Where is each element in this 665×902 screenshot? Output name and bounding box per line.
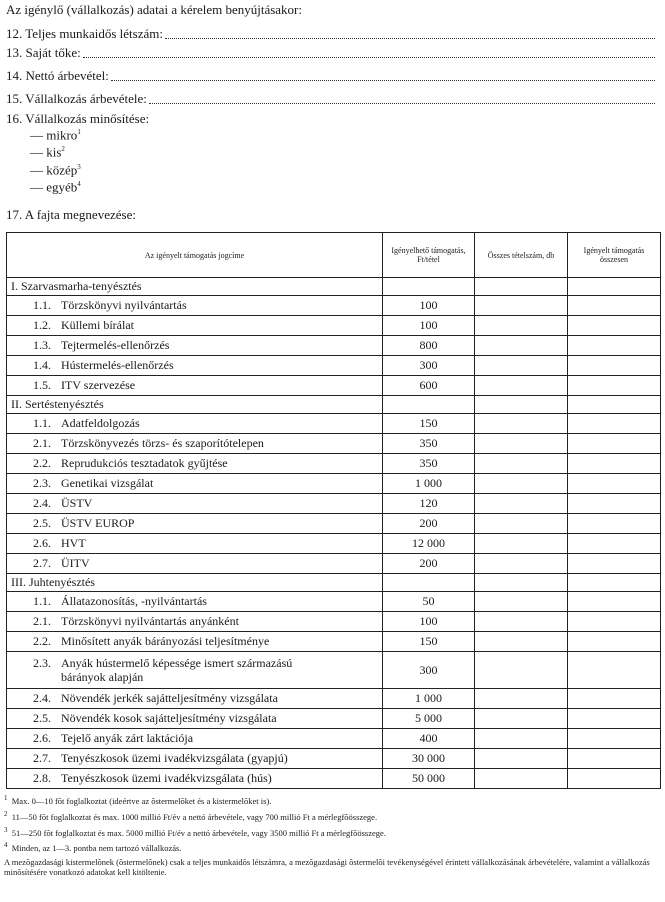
table-row [7, 434, 661, 454]
item-number: 2.4. [33, 496, 51, 510]
item-number: 2.5. [33, 516, 51, 530]
unit-amount-cell: 120 [383, 494, 475, 514]
support-title-cell [7, 454, 383, 474]
empty-cell [383, 574, 475, 592]
empty-cell [475, 278, 568, 296]
item-number: 1.2. [33, 318, 51, 332]
count-input-cell[interactable] [475, 612, 568, 632]
count-input-cell[interactable] [475, 474, 568, 494]
field-equity[interactable] [6, 45, 657, 61]
unit-amount-cell: 1 000 [383, 474, 475, 494]
support-title-cell [7, 632, 383, 652]
count-input-cell[interactable] [475, 514, 568, 534]
support-title-cell [7, 376, 383, 396]
applicant-header: Az igénylő (vállalkozás) adatai a kérelem benyújtásakor: [6, 2, 302, 17]
table-row [7, 474, 661, 494]
item-title: HVT [61, 536, 86, 550]
support-title-cell [7, 434, 383, 454]
total-input-cell[interactable] [568, 514, 661, 534]
section-title: I. Szarvasmarha-tenyésztés [7, 278, 383, 296]
dotted-input-line[interactable] [149, 91, 655, 104]
dotted-input-line[interactable] [111, 68, 655, 81]
unit-amount-cell: 400 [383, 729, 475, 749]
q17-label: 17. A fajta megnevezése: [6, 207, 136, 222]
count-input-cell[interactable] [475, 454, 568, 474]
footnote-3: $^3$ 51—250 fõt foglalkoztat és max. 5000 millió Ft/év a nettó árbevétele, vagy 3500 millió Ft a mérlegfõösszege. [4, 825, 386, 838]
total-input-cell[interactable] [568, 729, 661, 749]
support-title-cell [7, 336, 383, 356]
support-title-cell [7, 749, 383, 769]
item-title: Törzskönyvezés törzs- és szaporítótelepen [61, 436, 264, 450]
table-row [7, 709, 661, 729]
table-row [7, 632, 661, 652]
count-input-cell[interactable] [475, 689, 568, 709]
size-option-egyeb[interactable]: — egyéb$^4$ [30, 179, 81, 195]
empty-cell [383, 396, 475, 414]
size-option-kis[interactable]: — kis$^2$ [30, 144, 65, 160]
count-input-cell[interactable] [475, 414, 568, 434]
unit-amount-cell: 800 [383, 336, 475, 356]
unit-amount-cell: 150 [383, 414, 475, 434]
field-company-revenue[interactable] [6, 91, 657, 107]
support-title-cell [7, 612, 383, 632]
support-title-cell [7, 729, 383, 749]
item-title: Adatfeldolgozás [61, 416, 140, 430]
item-title: Küllemi bírálat [61, 318, 134, 332]
unit-amount-cell: 30 000 [383, 749, 475, 769]
section-row [7, 278, 661, 296]
total-input-cell[interactable] [568, 474, 661, 494]
section-row [7, 574, 661, 592]
col-header-count: Összes tételszám, db [475, 233, 568, 278]
unit-amount-cell: 100 [383, 296, 475, 316]
item-title: Tejtermelés-ellenőrzés [61, 338, 170, 352]
size-option-mikro[interactable]: — mikro$^1$ [30, 127, 81, 143]
unit-amount-cell: 50 [383, 592, 475, 612]
count-input-cell[interactable] [475, 554, 568, 574]
support-title-cell [7, 296, 383, 316]
unit-amount-cell: 300 [383, 652, 475, 689]
empty-cell [383, 278, 475, 296]
item-title: Reprudukciós tesztadatok gyűjtése [61, 456, 228, 470]
support-title-cell [7, 689, 383, 709]
dotted-input-line[interactable] [83, 45, 655, 58]
table-row [7, 769, 661, 789]
support-title-cell [7, 709, 383, 729]
item-title: Tejelő anyák zárt laktációja [61, 731, 194, 745]
unit-amount-cell: 5 000 [383, 709, 475, 729]
footnote-4: $^4$ Minden, az 1—3. pontba nem tartozó vállalkozás. [4, 841, 182, 854]
total-input-cell[interactable] [568, 454, 661, 474]
item-title: Genetikai vizsgálat [61, 476, 154, 490]
table-row [7, 652, 661, 689]
total-input-cell[interactable] [568, 376, 661, 396]
item-number: 2.4. [33, 691, 51, 705]
item-number: 2.7. [33, 556, 51, 570]
item-number: 2.6. [33, 731, 51, 745]
footnotes [4, 792, 662, 877]
support-title-cell [7, 494, 383, 514]
col-header-total: Igényelt támogatás összesen [568, 233, 661, 278]
footnote-1: $^1$ Max. 0—10 fõt foglalkoztat (ideértve az õstermelõket és a kistermelõket is). [4, 794, 272, 806]
item-number: 1.1. [33, 594, 51, 608]
unit-amount-cell: 100 [383, 316, 475, 336]
count-input-cell[interactable] [475, 729, 568, 749]
unit-amount-cell: 50 000 [383, 769, 475, 789]
item-title: ITV szervezése [61, 378, 136, 392]
support-title-cell [7, 474, 383, 494]
count-input-cell[interactable] [475, 376, 568, 396]
unit-amount-cell: 1 000 [383, 689, 475, 709]
table-row [7, 729, 661, 749]
item-title: Növendék jerkék sajátteljesítmény vizsgálata [61, 691, 278, 705]
count-input-cell[interactable] [475, 434, 568, 454]
table-row [7, 316, 661, 336]
total-input-cell[interactable] [568, 296, 661, 316]
size-option-kozep[interactable]: — közép$^3$ [30, 161, 81, 177]
col-header-unit-amount: Igényelhető támogatás, Ft/tétel [383, 233, 475, 278]
q16-label: 16. Vállalkozás minősítése: [6, 111, 150, 126]
total-input-cell[interactable] [568, 434, 661, 454]
support-title-cell [7, 414, 383, 434]
item-title: Állatazonosítás, -nyilvántartás [61, 594, 207, 608]
table-row [7, 749, 661, 769]
unit-amount-cell: 12 000 [383, 534, 475, 554]
section-title: II. Sertéstenyésztés [7, 396, 383, 414]
count-input-cell[interactable] [475, 494, 568, 514]
total-input-cell[interactable] [568, 316, 661, 336]
item-number: 2.6. [33, 536, 51, 550]
item-title: Növendék kosok sajátteljesítmény vizsgálata [61, 711, 277, 725]
table-row [7, 454, 661, 474]
count-input-cell[interactable] [475, 356, 568, 376]
support-title-cell [7, 554, 383, 574]
unit-amount-cell: 350 [383, 454, 475, 474]
support-title-cell [7, 534, 383, 554]
item-number: 2.2. [33, 634, 51, 648]
total-input-cell[interactable] [568, 749, 661, 769]
item-number: 2.5. [33, 711, 51, 725]
table-row [7, 534, 661, 554]
item-number: 2.1. [33, 614, 51, 628]
field-label: 13. Saját tőke: [6, 45, 81, 60]
unit-amount-cell: 350 [383, 434, 475, 454]
table-row [7, 376, 661, 396]
unit-amount-cell: 100 [383, 612, 475, 632]
item-title: Törzskönyvi nyilvántartás [61, 298, 187, 312]
item-title: Tenyészkosok üzemi ivadékvizsgálata (gyapjú) [61, 751, 288, 765]
unit-amount-cell: 600 [383, 376, 475, 396]
count-input-cell[interactable] [475, 336, 568, 356]
support-title-cell [7, 652, 383, 689]
section-title: III. Juhtenyésztés [7, 574, 383, 592]
table-row [7, 554, 661, 574]
unit-amount-cell: 200 [383, 554, 475, 574]
field-label: 15. Vállalkozás árbevétele: [6, 91, 147, 106]
item-title: Hústermelés-ellenőrzés [61, 358, 174, 372]
item-number: 2.2. [33, 456, 51, 470]
closing-note: A mezõgazdasági kistermelõnek (õstermelõnek) csak a teljes munkaidõs létszámra, a mezõgazdasági õstermelõi tevékenységével érintett vállalkozásának árbevételére, valamint a vállalkozás minõsítésére vonatkozó adatokat kell kitöltenie. [4, 857, 650, 878]
dotted-input-line[interactable] [165, 26, 655, 39]
total-input-cell[interactable] [568, 592, 661, 612]
footnote-2: $^2$ 11—50 fõt foglalkoztat és max. 1000 millió Ft/év a nettó árbevétele, vagy 700 millió Ft a mérlegfõösszege. [4, 809, 378, 822]
table-row [7, 414, 661, 434]
total-input-cell[interactable] [568, 769, 661, 789]
count-input-cell[interactable] [475, 632, 568, 652]
item-number: 2.8. [33, 771, 51, 785]
item-title: Anyák hústermelő képessége ismert származású bárányok alapján [61, 656, 293, 684]
empty-cell [475, 396, 568, 414]
count-input-cell[interactable] [475, 296, 568, 316]
item-title: Minősített anyák bárányozási teljesítménye [61, 634, 270, 648]
count-input-cell[interactable] [475, 534, 568, 554]
item-number: 1.5. [33, 378, 51, 392]
support-title-cell [7, 316, 383, 336]
total-input-cell[interactable] [568, 336, 661, 356]
item-number: 1.1. [33, 298, 51, 312]
count-input-cell[interactable] [475, 652, 568, 689]
unit-amount-cell: 150 [383, 632, 475, 652]
support-title-cell [7, 356, 383, 376]
total-input-cell[interactable] [568, 414, 661, 434]
total-input-cell[interactable] [568, 554, 661, 574]
item-number: 2.3. [33, 476, 51, 490]
total-input-cell[interactable] [568, 612, 661, 632]
field-headcount[interactable] [6, 26, 657, 42]
table-row [7, 336, 661, 356]
count-input-cell[interactable] [475, 749, 568, 769]
total-input-cell[interactable] [568, 534, 661, 554]
empty-cell [568, 278, 661, 296]
table-row [7, 356, 661, 376]
unit-amount-cell: 200 [383, 514, 475, 534]
table-row [7, 494, 661, 514]
item-number: 2.3. [33, 656, 51, 670]
table-row [7, 296, 661, 316]
item-number: 1.1. [33, 416, 51, 430]
field-net-revenue[interactable] [6, 68, 657, 84]
item-number: 1.3. [33, 338, 51, 352]
empty-cell [475, 574, 568, 592]
table-row [7, 612, 661, 632]
total-input-cell[interactable] [568, 494, 661, 514]
item-title: Törzskönyvi nyilvántartás anyánként [61, 614, 239, 628]
support-title-cell [7, 592, 383, 612]
empty-cell [568, 396, 661, 414]
item-title: ÜITV [61, 556, 90, 570]
section-row [7, 396, 661, 414]
empty-cell [568, 574, 661, 592]
support-table [6, 232, 661, 789]
count-input-cell[interactable] [475, 769, 568, 789]
item-title: ÜSTV [61, 496, 93, 510]
item-number: 1.4. [33, 358, 51, 372]
count-input-cell[interactable] [475, 592, 568, 612]
unit-amount-cell: 300 [383, 356, 475, 376]
table-row [7, 592, 661, 612]
item-title: ÜSTV EUROP [61, 516, 135, 530]
support-title-cell [7, 769, 383, 789]
total-input-cell[interactable] [568, 632, 661, 652]
table-row [7, 514, 661, 534]
table-row [7, 689, 661, 709]
support-title-cell [7, 514, 383, 534]
col-header-title: Az igényelt támogatás jogcíme [7, 233, 383, 278]
total-input-cell[interactable] [568, 652, 661, 689]
size-category-list [30, 125, 81, 194]
item-number: 2.7. [33, 751, 51, 765]
total-input-cell[interactable] [568, 356, 661, 376]
field-label: 14. Nettó árbevétel: [6, 68, 109, 83]
item-title: Tenyészkosok üzemi ivadékvizsgálata (hús) [61, 771, 272, 785]
count-input-cell[interactable] [475, 709, 568, 729]
field-label: 12. Teljes munkaidős létszám: [6, 26, 163, 41]
count-input-cell[interactable] [475, 316, 568, 336]
total-input-cell[interactable] [568, 709, 661, 729]
total-input-cell[interactable] [568, 689, 661, 709]
item-number: 2.1. [33, 436, 51, 450]
